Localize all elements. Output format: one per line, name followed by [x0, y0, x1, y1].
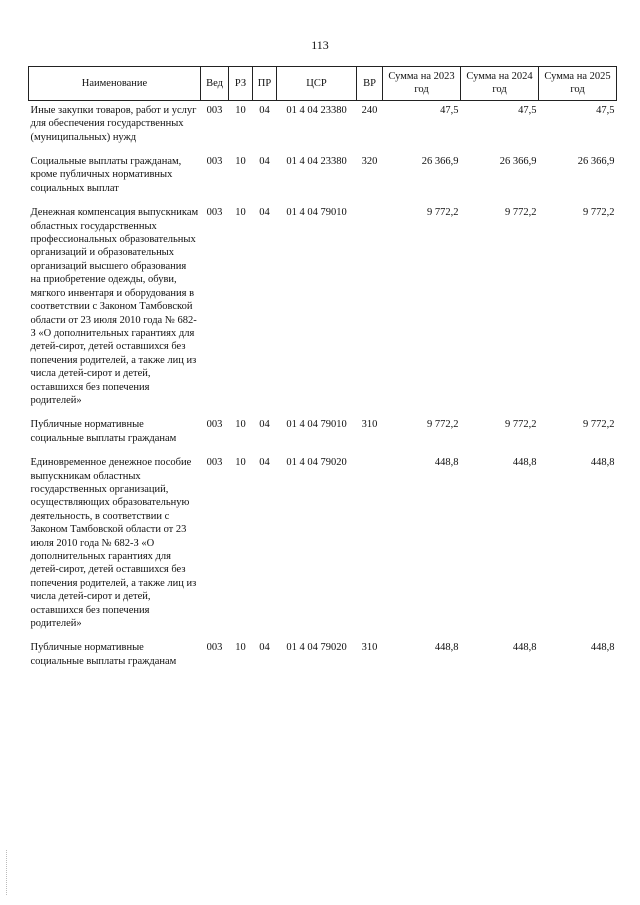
budget-table [28, 66, 617, 676]
table-body [29, 100, 617, 676]
row-rz: 10 [235, 156, 246, 168]
table-header [29, 67, 617, 101]
table-row [29, 203, 617, 415]
row-sum-2025: 448,8 [590, 457, 615, 469]
row-ved: 003 [206, 419, 223, 431]
row-sum-2024: 9 772,2 [505, 207, 537, 219]
header-name: Наименование [29, 67, 201, 101]
row-sum-2023: 26 366,9 [421, 156, 459, 168]
row-csr: 01 4 04 79010 [286, 207, 347, 219]
row-vr [357, 453, 383, 638]
header-ved: Вед [201, 67, 229, 101]
header-sum-2023: Сумма на 2023 год [383, 67, 461, 101]
row-sum-2024: 448,8 [512, 642, 537, 654]
row-sum-2023: 448,8 [434, 642, 459, 654]
row-csr: 01 4 04 23380 [286, 104, 347, 116]
row-pr: 04 [259, 104, 270, 116]
row-rz: 10 [235, 104, 246, 116]
row-ved: 003 [206, 642, 223, 654]
row-sum-2025: 9 772,2 [583, 207, 615, 219]
row-name: Публичные нормативные социальные выплаты гражданам [30, 642, 177, 667]
row-ved: 003 [206, 104, 223, 116]
row-sum-2024: 448,8 [512, 457, 537, 469]
row-name: Публичные нормативные социальные выплаты гражданам [30, 419, 177, 444]
row-csr: 01 4 04 79020 [286, 642, 347, 654]
row-ved: 003 [206, 156, 223, 168]
row-sum-2023: 448,8 [434, 457, 459, 469]
row-ved: 003 [206, 207, 223, 219]
row-pr: 04 [259, 156, 270, 168]
table-row [29, 415, 617, 453]
row-sum-2025: 448,8 [590, 642, 615, 654]
table-row [29, 100, 617, 152]
header-csr: ЦСР [277, 67, 357, 101]
row-sum-2024: 26 366,9 [499, 156, 537, 168]
row-pr: 04 [259, 457, 270, 469]
header-sum-2024: Сумма на 2024 год [461, 67, 539, 101]
row-name: Денежная компенсация выпускникам областных государственных профессиональных образовательных организаций и образовательных организаций высшего образования на приобретение одежды, обуви, мягкого инвентаря и оборудования в соответствии с Законом Тамбовской области от 23 июля 2010 года № 682-З «О дополнительных гарантиях для детей-сирот, детей оставшихся без попечения родителей, а также лиц из числа детей-сирот и детей, оставшихся без попечения родителей» [30, 207, 199, 406]
row-vr: 310 [361, 419, 378, 431]
row-ved: 003 [206, 457, 223, 469]
row-pr: 04 [259, 419, 270, 431]
row-name: Единовременное денежное пособие выпускникам областных государственных организаций, осуществляющих образовательную деятельность, в соответствии с Законом Тамбовской области от 23 июля 2010 года № 682-З «О дополнительных гарантиях для детей-сирот, детей оставшихся без попечения родителей, а также лиц из числа детей-сирот и детей, оставшихся без попечения родителей» [30, 457, 197, 630]
row-pr: 04 [259, 642, 270, 654]
row-vr: 320 [361, 156, 378, 168]
row-sum-2025: 9 772,2 [583, 419, 615, 431]
header-rz: РЗ [229, 67, 253, 101]
row-name: Социальные выплаты гражданам, кроме публичных нормативных социальных выплат [30, 156, 182, 194]
row-csr: 01 4 04 79010 [286, 419, 347, 431]
row-sum-2023: 9 772,2 [427, 419, 459, 431]
row-rz: 10 [235, 457, 246, 469]
row-sum-2023: 9 772,2 [427, 207, 459, 219]
row-pr: 04 [259, 207, 270, 219]
row-vr: 310 [361, 642, 378, 654]
row-sum-2025: 47,5 [596, 104, 615, 116]
header-pr: ПР [253, 67, 277, 101]
table-row [29, 152, 617, 203]
row-vr [357, 203, 383, 415]
table-row [29, 638, 617, 676]
header-vr: ВР [357, 67, 383, 101]
row-rz: 10 [235, 207, 246, 219]
row-rz: 10 [235, 419, 246, 431]
row-sum-2024: 9 772,2 [505, 419, 537, 431]
row-sum-2025: 26 366,9 [577, 156, 615, 168]
row-sum-2024: 47,5 [518, 104, 537, 116]
row-csr: 01 4 04 23380 [286, 156, 347, 168]
row-name: Иные закупки товаров, работ и услуг для обеспечения государственных (муниципальных) нужд [30, 104, 197, 143]
row-sum-2023: 47,5 [440, 104, 459, 116]
header-sum-2025: Сумма на 2025 год [539, 67, 617, 101]
table-row [29, 453, 617, 638]
row-rz: 10 [235, 642, 246, 654]
row-vr: 240 [361, 104, 378, 116]
row-csr: 01 4 04 79020 [286, 457, 347, 469]
page-number: 113 [311, 38, 329, 52]
scan-edge-marks [6, 850, 9, 895]
